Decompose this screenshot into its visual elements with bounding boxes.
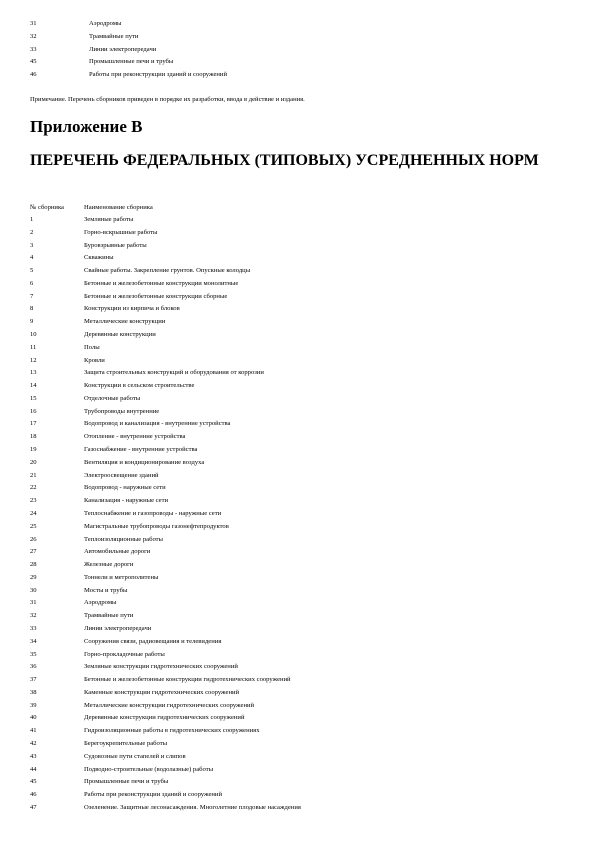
collection-name: Земляные конструкции гидротехнических сооружений <box>84 663 238 671</box>
table-row <box>0 303 595 315</box>
table-row <box>0 406 595 418</box>
table-row <box>0 457 595 469</box>
collection-name: Теплоизоляционные работы <box>84 535 163 543</box>
table-row <box>0 534 595 546</box>
collection-number: 44 <box>30 765 37 773</box>
table-row <box>0 674 595 686</box>
table-row <box>0 712 595 724</box>
collection-number: 39 <box>30 701 37 709</box>
list-item <box>0 69 595 81</box>
list-item <box>0 18 595 30</box>
collection-number: 26 <box>30 535 37 543</box>
item-number: 31 <box>30 20 37 27</box>
collection-number: 11 <box>30 343 37 351</box>
collection-name: Трубопроводы внутренние <box>84 407 160 415</box>
collection-name: Работы при реконструкции зданий и сооружений <box>84 791 222 799</box>
collection-name: Свайные работы. Закрепление грунтов. Опускные колодцы <box>84 267 251 275</box>
table-row <box>0 585 595 597</box>
collection-number: 24 <box>30 509 37 517</box>
collection-name: Бетонные и железобетонные конструкции монолитные <box>84 279 239 287</box>
collection-name: Электроосвещение зданий <box>84 471 159 479</box>
collection-name: Металлические конструкции <box>84 318 166 326</box>
collection-number: 31 <box>30 599 37 607</box>
table-row <box>0 252 595 264</box>
collection-name: Отопление - внутренние устройства <box>84 433 186 441</box>
table-row <box>0 329 595 341</box>
table-row <box>0 776 595 788</box>
collection-number: 25 <box>30 522 37 530</box>
collection-number: 43 <box>30 752 37 760</box>
collection-number: 37 <box>30 676 37 684</box>
collection-number: 32 <box>30 612 37 620</box>
collection-number: 40 <box>30 714 37 722</box>
collection-name: Кровли <box>84 356 105 364</box>
item-number: 46 <box>30 71 37 79</box>
collection-name: Водопровод - наружные сети <box>84 484 166 492</box>
collection-name: Конструкции в сельском строительстве <box>84 382 195 390</box>
collection-number: 21 <box>30 471 37 479</box>
table-row <box>0 240 595 252</box>
collection-name: Берегоукрепительные работы <box>84 739 168 747</box>
collection-number: 5 <box>30 267 34 275</box>
list-item <box>0 44 595 56</box>
collection-number: 30 <box>30 586 37 594</box>
collection-name: Полы <box>84 343 100 351</box>
table-row <box>0 508 595 520</box>
collection-number: 10 <box>30 331 37 339</box>
list-item <box>0 56 595 68</box>
table-row <box>0 725 595 737</box>
section-title: ПЕРЕЧЕНЬ ФЕДЕРАЛЬНЫХ (ТИПОВЫХ) УСРЕДНЕННЫХ НОРМ <box>30 152 539 169</box>
table-row <box>0 559 595 571</box>
table-row <box>0 278 595 290</box>
collection-name: Деревянные конструкции гидротехнических сооружений <box>84 714 245 722</box>
table-row <box>0 431 595 443</box>
table-row <box>0 572 595 584</box>
item-name: Аэродромы <box>89 20 122 27</box>
appendix-heading: Приложение В <box>30 117 143 136</box>
collection-number: 2 <box>30 228 34 236</box>
collection-name: Отделочные работы <box>84 394 141 402</box>
item-name: Линии электропередачи <box>89 45 157 53</box>
table-row <box>0 687 595 699</box>
column-header-name: Наименование сборника <box>84 204 153 211</box>
collection-name: Горно-прокладочные работы <box>84 650 165 658</box>
collection-number: 34 <box>30 637 37 645</box>
item-number: 45 <box>30 58 37 66</box>
collection-number: 29 <box>30 573 37 581</box>
collection-name: Металлические конструкции гидротехнических сооружений <box>84 701 255 709</box>
table-row <box>0 227 595 239</box>
table-row <box>0 802 595 814</box>
collection-number: 3 <box>30 241 34 249</box>
table-row <box>0 393 595 405</box>
collection-number: 12 <box>30 356 37 364</box>
collection-name: Трамвайные пути <box>84 612 134 620</box>
collection-name: Линии электропередачи <box>84 624 152 632</box>
item-name: Работы при реконструкции зданий и сооружений <box>89 71 227 79</box>
collection-number: 33 <box>30 624 37 632</box>
table-row <box>0 355 595 367</box>
table-row <box>0 265 595 277</box>
collection-name: Гидроизоляционные работы в гидротехнических сооружениях <box>84 727 260 735</box>
table-row <box>0 470 595 482</box>
collection-number: 14 <box>30 382 37 390</box>
table-row <box>0 661 595 673</box>
collection-name: Канализация - наружные сети <box>84 497 168 505</box>
table-row <box>0 751 595 763</box>
collection-number: 23 <box>30 497 37 505</box>
collection-name: Железные дороги <box>84 561 134 569</box>
collection-name: Газоснабжение - внутренние устройства <box>84 446 198 454</box>
collection-name: Вентиляция и кондиционирование воздуха <box>84 458 205 466</box>
collection-number: 4 <box>30 254 34 262</box>
table-row <box>0 214 595 226</box>
table-row <box>0 380 595 392</box>
table-row <box>0 636 595 648</box>
table-row <box>0 546 595 558</box>
collection-number: 18 <box>30 433 37 441</box>
item-number: 32 <box>30 32 37 40</box>
collection-number: 9 <box>30 318 34 326</box>
collection-number: 35 <box>30 650 37 658</box>
collection-name: Конструкции из кирпича и блоков <box>84 305 180 313</box>
collection-name: Автомобильные дороги <box>84 548 151 556</box>
list-item <box>0 31 595 43</box>
table-row <box>0 597 595 609</box>
collection-name: Каменные конструкции гидротехнических сооружений <box>84 688 240 696</box>
collection-name: Скважины <box>84 254 114 262</box>
table-row <box>0 316 595 328</box>
collection-number: 17 <box>30 420 37 428</box>
table-row <box>0 764 595 776</box>
item-name: Промышленные печи и трубы <box>89 58 174 66</box>
collection-number: 45 <box>30 778 37 786</box>
table-row <box>0 610 595 622</box>
collection-name: Тоннели и метрополитены <box>84 573 159 581</box>
table-row <box>0 495 595 507</box>
table-row <box>0 521 595 533</box>
table-row <box>0 700 595 712</box>
collection-number: 19 <box>30 446 37 454</box>
collection-name: Водопровод и канализация - внутренние устройства <box>84 420 231 428</box>
collection-number: 7 <box>30 292 34 300</box>
collection-name: Мосты и трубы <box>84 586 128 594</box>
collection-name: Судовозные пути стапелей и слипов <box>84 752 186 760</box>
item-name: Трамвайные пути <box>89 32 139 40</box>
collection-name: Деревянные конструкции <box>84 331 156 339</box>
collection-name: Теплоснабжение и газопроводы - наружные сети <box>84 509 222 517</box>
collection-name: Сооружения связи, радиовещания и телевидения <box>84 637 222 645</box>
collection-number: 41 <box>30 727 37 735</box>
collection-name: Горно-вскрышные работы <box>84 228 158 236</box>
collection-number: 22 <box>30 484 37 492</box>
collection-number: 16 <box>30 407 37 415</box>
table-row <box>0 738 595 750</box>
collection-number: 8 <box>30 305 34 313</box>
table-row <box>0 623 595 635</box>
collection-number: 36 <box>30 663 37 671</box>
column-header-number: № сборника <box>30 204 64 211</box>
collection-name: Земляные работы <box>84 216 134 223</box>
collection-number: 47 <box>30 803 37 811</box>
table-row <box>0 482 595 494</box>
collection-number: 27 <box>30 548 37 556</box>
table-row <box>0 789 595 801</box>
collection-number: 38 <box>30 688 37 696</box>
collection-number: 46 <box>30 791 37 799</box>
collection-number: 20 <box>30 458 37 466</box>
collection-number: 6 <box>30 279 34 287</box>
table-row <box>0 418 595 430</box>
table-row <box>0 444 595 456</box>
collection-number: 42 <box>30 739 37 747</box>
collection-name: Озеленение. Защитные лесонасаждения. Многолетние плодовые насаждения <box>84 803 301 811</box>
collection-name: Бетонные и железобетонные конструкции гидротехнических сооружений <box>84 676 291 684</box>
item-number: 33 <box>30 45 37 53</box>
collection-name: Магистральные трубопроводы газонефтепродуктов <box>84 522 229 530</box>
table-row <box>0 291 595 303</box>
collection-number: 13 <box>30 369 37 377</box>
note-text: Примечание. Перечень сборников приведен в порядке их разработки, ввода в действие и издания. <box>30 96 305 103</box>
collection-name: Защита строительных конструкций и оборудования от коррозии <box>84 369 264 377</box>
collection-name: Подводно-строительные (водолазные) работы <box>84 765 214 773</box>
collection-number: 28 <box>30 561 37 569</box>
collection-name: Промышленные печи и трубы <box>84 778 169 786</box>
table-row <box>0 649 595 661</box>
table-row <box>0 342 595 354</box>
collection-number: 1 <box>30 216 34 223</box>
table-header <box>0 202 595 214</box>
collection-name: Бетонные и железобетонные конструкции сборные <box>84 292 228 300</box>
collection-number: 15 <box>30 394 37 402</box>
table-row <box>0 367 595 379</box>
collection-name: Буровзрывные работы <box>84 241 147 249</box>
collection-name: Аэродромы <box>84 599 117 607</box>
